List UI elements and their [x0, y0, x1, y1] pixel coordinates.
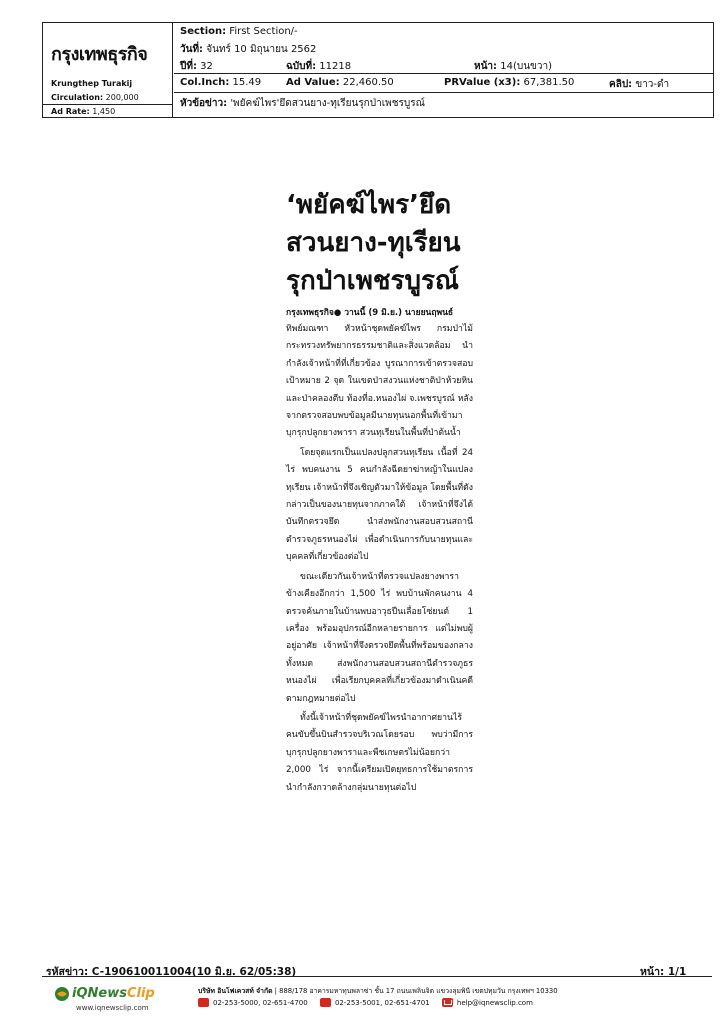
date-row: วันที่: จันทร์ 10 มิถุนายน 2562	[180, 44, 317, 55]
year-field: ปีที่: 32	[180, 61, 213, 72]
clip-metadata	[174, 23, 714, 117]
contact-info	[198, 998, 543, 1009]
article-byline: กรุงเทพธุรกิจ● วานนี้ (9 มิ.ย.) นายยนฤพนธ์	[286, 308, 454, 318]
divider	[174, 73, 714, 74]
publication-panel	[43, 23, 173, 117]
publication-logo: กรุงเทพธุรกิจ	[51, 44, 148, 65]
page-field: หน้า: 14(บนขวา)	[474, 61, 553, 72]
paragraph: ทิพย์มณฑา หัวหน้าชุดพยัคฆ์ไพร กรมป่าไม้ กระทรวงทรัพยากรธรรมชาติและสิ่งแวดล้อม นำกำลังเจ้าหน้าที่ที่เกี่ยวข้อง บูรณาการเข้าตรวจสอบเป้าหมาย 2 จุด ในเขตป่าสงวนแห่งชาติป่าห้วยหินและป่าคลองตีบ ท้องที่อ.หนองไผ่ จ.เพชรบูรณ์ หลังจากตรวจสอบพบข้อมูลมีนายทุนนอกพื้นที่เข้ามาบุกรุกปลูกยางพารา สวนทุเรียนในพื้นที่ป่าต้นน้ำ	[286, 324, 473, 439]
fax-icon	[320, 998, 331, 1007]
colinch-field: Col.Inch: 15.49	[180, 77, 262, 88]
clip-header	[42, 22, 714, 118]
page-number: หน้า: 1/1	[640, 966, 687, 978]
headline-line: รุกป่าเพชรบูรณ์	[286, 266, 460, 296]
prvalue-field: PRValue (x3): 67,381.50	[444, 77, 575, 88]
phone-icon	[198, 998, 209, 1007]
headline-line: ‘พยัคฆ์ไพร’ยึด	[286, 190, 452, 220]
company-info: บริษัท อินโฟเควสท์ จำกัด | 888/178 อาคารมหาทุนพลาซ่า ชั้น 17 ถนนเพลินจิต แขวงลุมพินี เขตปทุมวัน กรุงเทพฯ 10330	[198, 987, 558, 995]
circulation: Circulation: 200,000	[51, 93, 139, 102]
advalue-field: Ad Value: 22,460.50	[286, 77, 394, 88]
fax-contact: 02-253-5001, 02-651-4701	[320, 998, 430, 1007]
email-icon	[442, 998, 453, 1007]
article-headline	[286, 186, 486, 300]
brand-name: iQNewsClip	[72, 986, 155, 1001]
news-code: รหัสข่าว: C-190610011004(10 มิ.ย. 62/05:38)	[46, 966, 297, 978]
article-body	[286, 321, 473, 799]
paragraph: ทั้งนี้เจ้าหน้าที่ชุดพยัคฆ์ไพรนำอากาศยานไร้คนขับขึ้นบินสำรวจบริเวณโดยรอบ พบว่ามีการบุกรุกปลูกยางพาราและพืชเกษตรไม่น้อยกว่า 2,000 ไร่ จากนี้เตรียมเปิดยุทธการใช้มาตรการ นำกำลังกวาดล้างกลุ่มนายทุนต่อไป	[286, 712, 473, 793]
headline-line: สวนยาง-ทุเรียน	[286, 228, 461, 258]
ad-rate: Ad Rate: 1,450	[43, 104, 172, 116]
issue-field: ฉบับที่: 11218	[286, 61, 352, 72]
section-row: Section: First Section/-	[180, 26, 298, 37]
phone-contact: 02-253-5000, 02-651-4700	[198, 998, 308, 1007]
footer-divider	[42, 976, 712, 977]
divider	[174, 92, 714, 93]
topic-row: หัวข้อข่าว: 'พยัคฆ์ไพร'ยึดสวนยาง-ทุเรียนรุกป่าเพชรบูรณ์	[180, 98, 425, 109]
clip-field: คลิป: ขาว-ดำ	[609, 79, 670, 90]
globe-icon	[54, 986, 70, 1002]
brand-url: www.iqnewsclip.com	[76, 1004, 149, 1012]
email-contact[interactable]: help@iqnewsclip.com	[442, 998, 533, 1007]
publication-name-en: Krungthep Turakij	[51, 79, 133, 88]
paragraph: ขณะเดียวกันเจ้าหน้าที่ตรวจแปลงยางพาราข้างเคียงอีกกว่า 1,500 ไร่ พบบ้านพักคนงาน 4 ตรวจค้นภายในบ้านพบอาวุธปืนเลื่อยโซ่ยนต์ 1 เครื่อง พร้อมอุปกรณ์อีกหลายรายการ แต่ไม่พบผู้อยู่อาศัย เจ้าหน้าที่จึงตรวจยึดพื้นที่พร้อมของกลางทั้งหมด ส่งพนักงานสอบสวนสถานีตำรวจภูธรหนองไผ่ เพื่อเรียกบุคคลที่เกี่ยวข้องมาดำเนินคดีตามกฎหมายต่อไป	[286, 571, 473, 704]
paragraph: โดยจุดแรกเป็นแปลงปลูกสวนทุเรียน เนื้อที่ 24 ไร่ พบคนงาน 5 คนกำลังฉีดยาฆ่าหญ้าในแปลงทุเรียน เจ้าหน้าที่จึงเชิญตัวมาให้ข้อมูล โดยพื้นที่ดังกล่าวเป็นของนายทุนจากภาคใต้ เจ้าหน้าที่จึงได้บันทึกตรวจยึด นำส่งพนักงานสอบสวนสถานีตำรวจภูธรหนองไผ่ เพื่อดำเนินการกับนายทุนและบุคคลที่เกี่ยวข้องต่อไป	[286, 447, 473, 563]
iqnewsclip-logo	[54, 982, 174, 1018]
